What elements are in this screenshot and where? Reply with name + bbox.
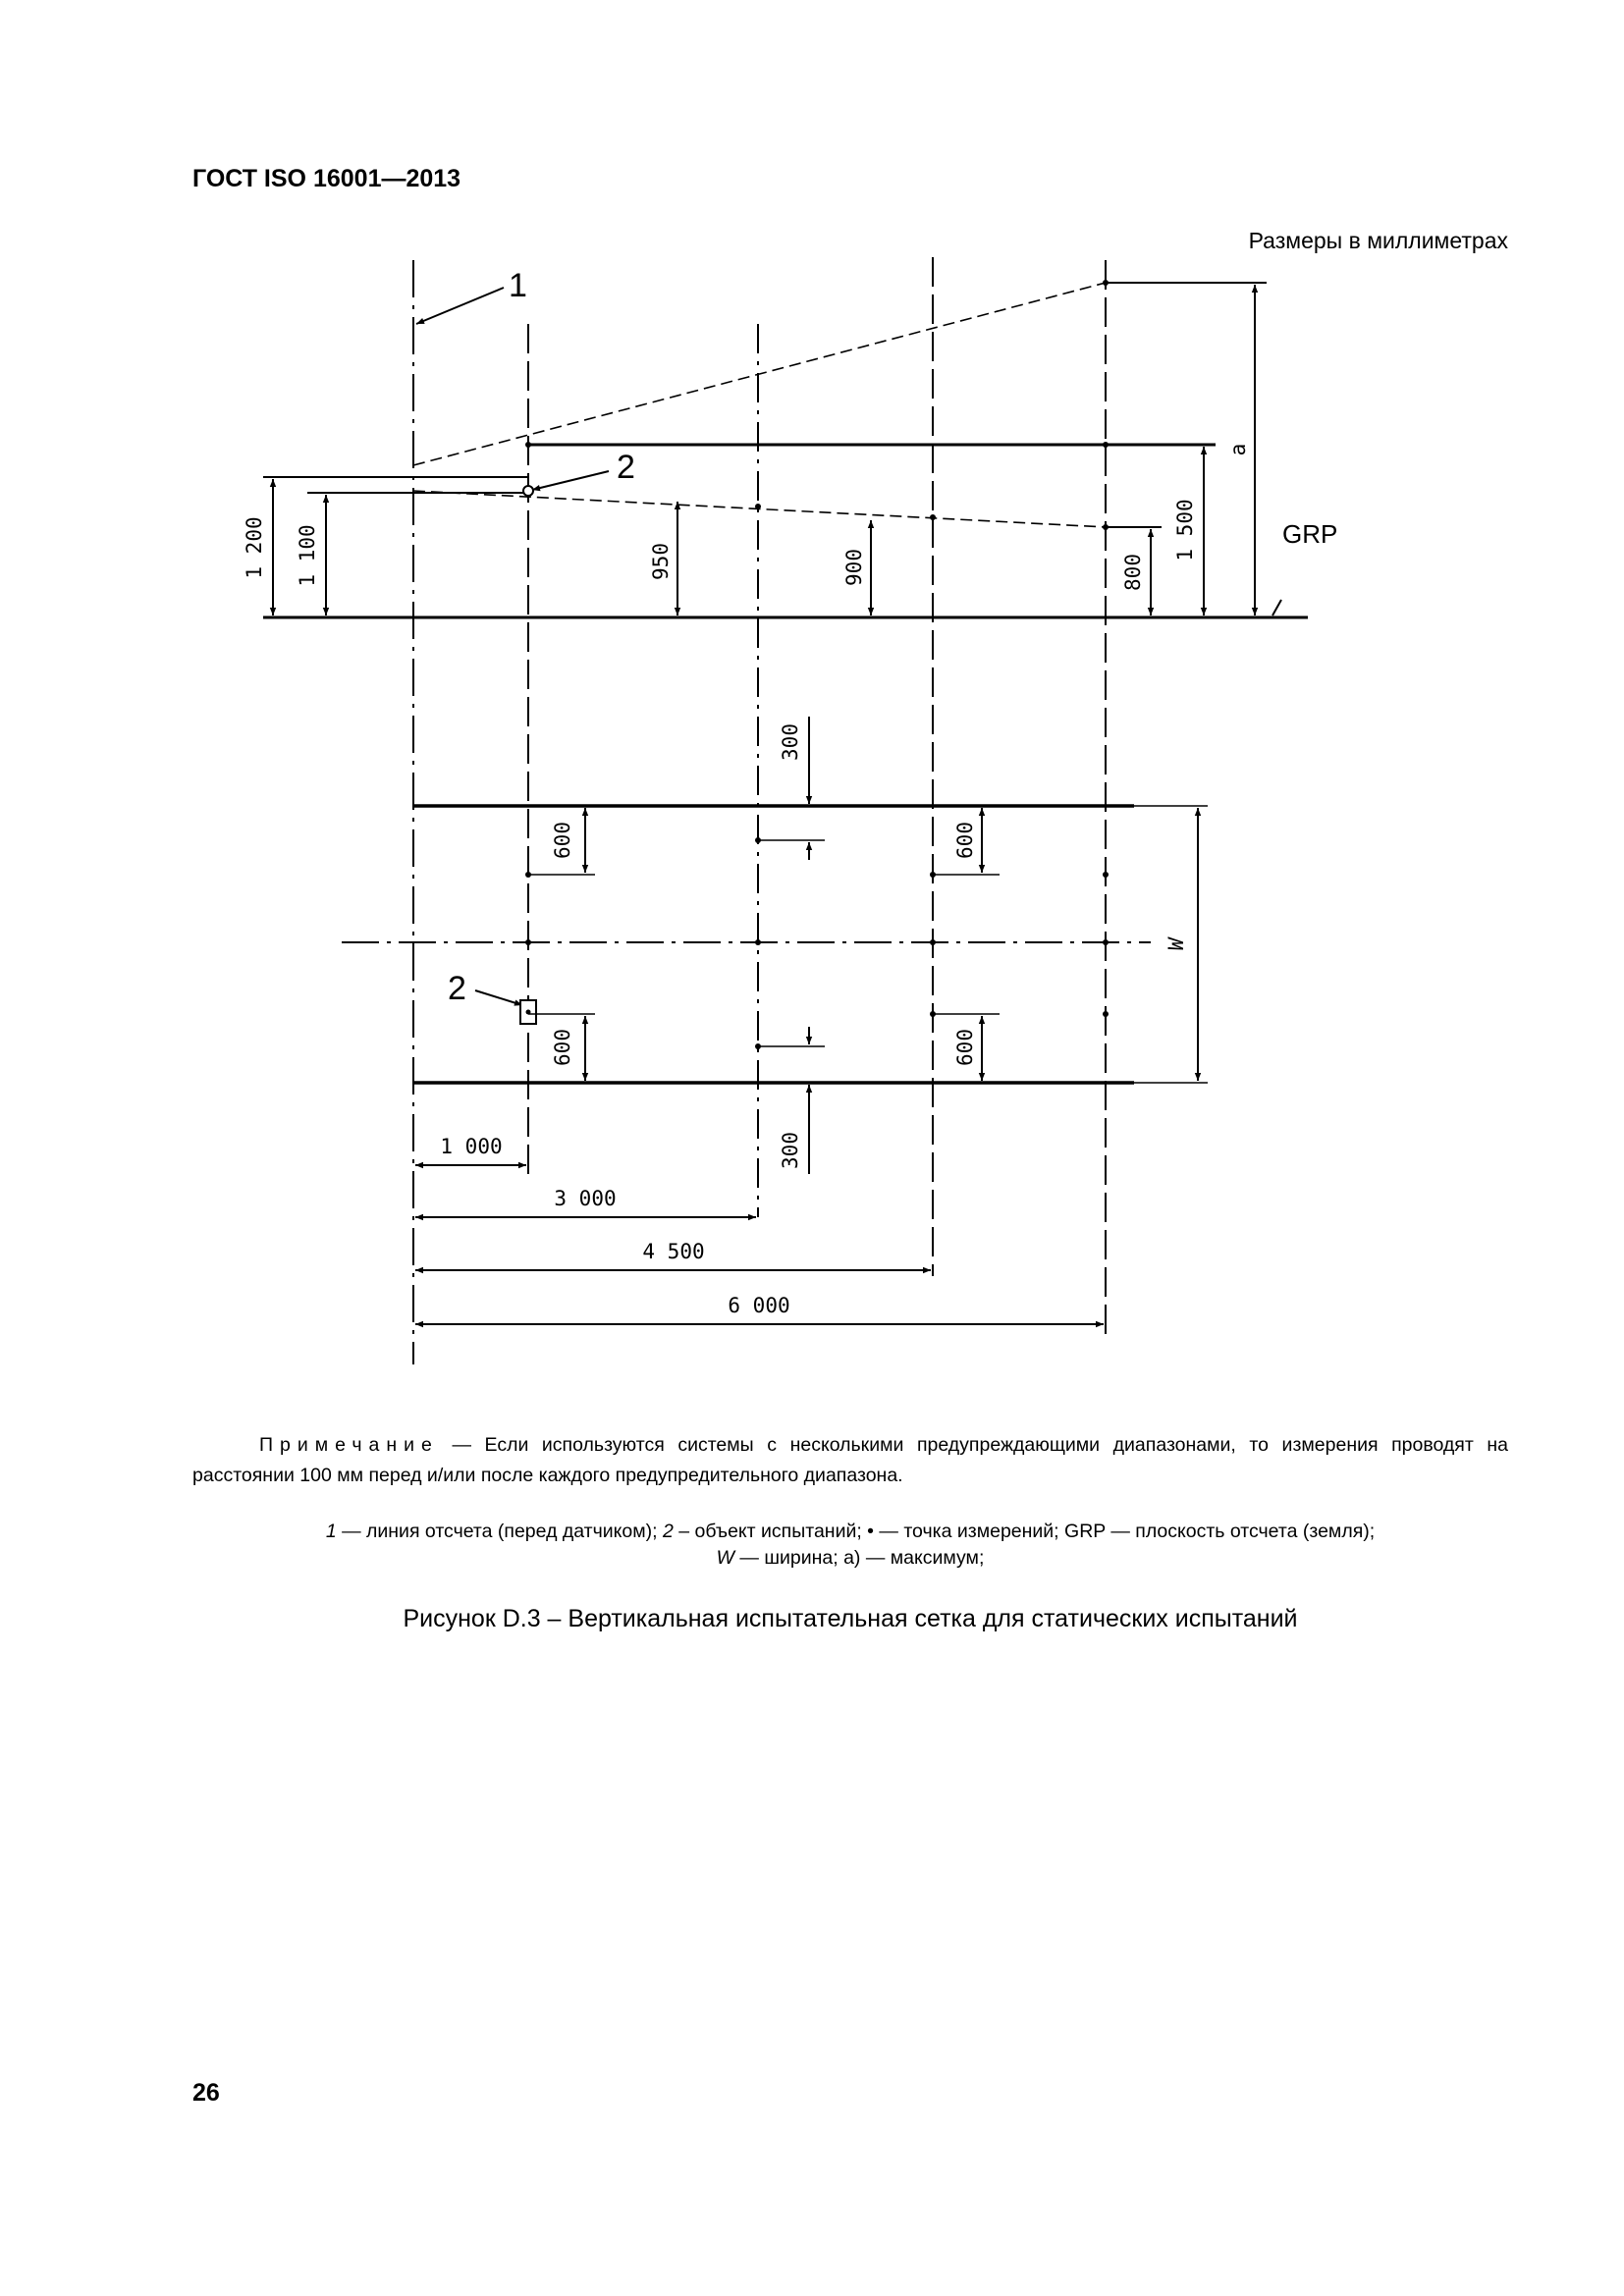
callout-1-leader (416, 288, 504, 324)
callout-leaders (416, 288, 1281, 1005)
plan-view (342, 806, 1208, 1083)
legend-text-w: — ширина; a) — максимум; (734, 1547, 985, 1569)
test-object-side (523, 486, 533, 496)
legend-key-1: 1 (325, 1521, 337, 1542)
height-dimensions (273, 285, 1255, 615)
callout-2-plan: 2 (448, 970, 466, 1007)
label-950: 950 (649, 543, 673, 580)
label-1100: 1 100 (296, 524, 319, 587)
legend-text-1: — линия отсчета (перед датчиком); (336, 1521, 663, 1542)
callout-1: 1 (509, 267, 527, 304)
callout-2-plan-leader (475, 990, 522, 1005)
label-1200: 1 200 (243, 516, 266, 579)
grp-label: GRP (1282, 519, 1338, 549)
note-label: Примечание (259, 1434, 439, 1456)
figure-legend (192, 1519, 1508, 1572)
label-4500: 4 500 (642, 1240, 705, 1263)
side-measurement-points (525, 280, 1109, 530)
label-300-bottom: 300 (779, 1132, 802, 1169)
legend-text-2: – объект испытаний; • — точка измерений; GRP — плоскость отсчета (земля); (673, 1521, 1376, 1542)
figure-note (192, 1430, 1508, 1491)
label-a: a (1226, 443, 1250, 456)
label-600-c: 600 (953, 822, 977, 859)
grp-leader (1272, 600, 1281, 615)
label-1500: 1 500 (1173, 499, 1197, 561)
label-600-b: 600 (551, 1029, 574, 1066)
callout-2-side-leader (532, 471, 609, 490)
label-600-a: 600 (551, 822, 574, 859)
figure-caption: Рисунок D.3 – Вертикальная испытательная сетка для статических испытаний (403, 1605, 1298, 1632)
label-6000: 6 000 (728, 1294, 790, 1317)
upper-sight-line (413, 283, 1106, 465)
label-600-d: 600 (953, 1029, 977, 1066)
vertical-grid-lines (413, 257, 1106, 1364)
label-900: 900 (842, 549, 866, 586)
note-text: — Если используются системы с несколькими предупреждающими диапазонами, то измерения проводят на расстоянии 100 мм перед и/или после каждого предупредительного диапазона. (192, 1434, 1508, 1486)
label-800: 800 (1121, 554, 1145, 591)
label-300-top: 300 (779, 723, 802, 761)
units-note: Размеры в миллиметрах (1248, 228, 1508, 253)
label-w: W (1164, 937, 1188, 951)
callout-2-side: 2 (617, 449, 635, 486)
label-3000: 3 000 (554, 1187, 617, 1210)
legend-key-w: W (716, 1547, 735, 1569)
legend-key-2: 2 (662, 1521, 674, 1542)
document-header: ГОСТ ISO 16001—2013 (192, 165, 461, 192)
label-1000: 1 000 (440, 1135, 503, 1158)
page-number: 26 (192, 2079, 220, 2107)
